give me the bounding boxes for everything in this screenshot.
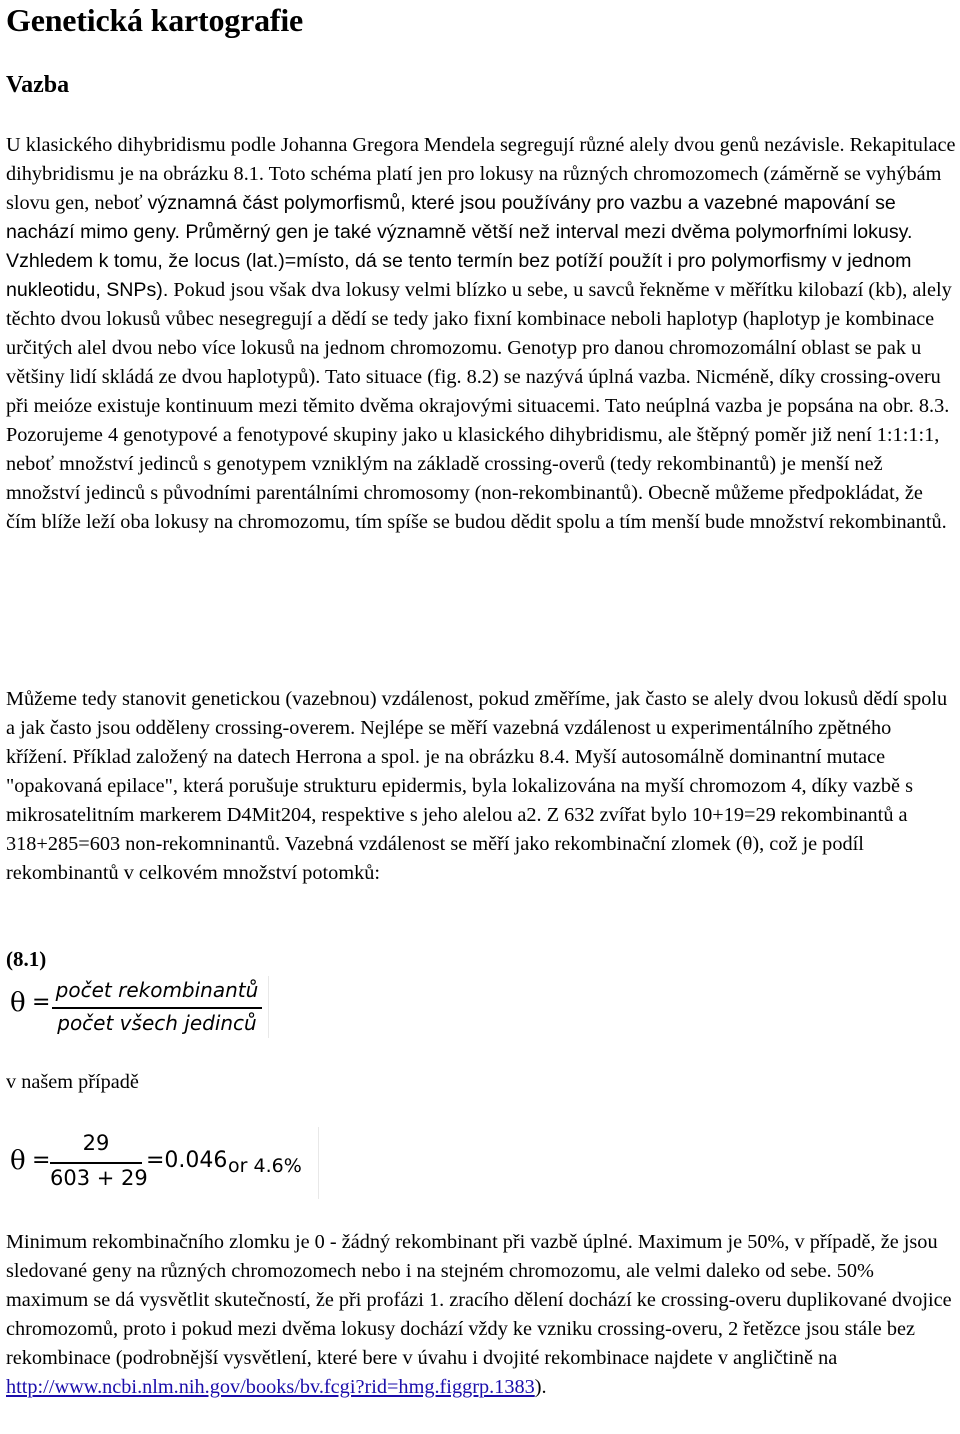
equation-label: (8.1) (6, 947, 47, 971)
paragraph-maximum-text: Minimum rekombinačního zlomku je 0 - žádný rekombinant při vazbě úplné. Maximum je 50%, v případě, že jsou sledované geny na různých chromozomech nebo i na stejném chromozomu, ale velmi daleko od sebe. 50% maximum se dá vysvětlit skutečností, že při profázi 1. zracího dělení dochází ke crossing-overu duplikované dvojice chromozomů, proto i pokud mezi dvěma lokusy dochází vždy ke vzniku crossing-overu, 2 řetězce jsou stále bez rekombinace (podrobnější vysvětlení, které bere v úvahu i dvojité rekombinace najdete v angličtině na (6, 1231, 952, 1369)
formula-denominator: počet všech jedinců (57, 1011, 257, 1035)
ncbi-link[interactable]: http://www.ncbi.nlm.nih.gov/books/bv.fcgi?rid=hmg.figgrp.1383 (6, 1376, 535, 1398)
formula-numerator: 29 (82, 1131, 110, 1155)
fraction-bar (52, 1007, 262, 1009)
section-heading: Vazba (6, 72, 70, 98)
formula-example-calculation (6, 1127, 319, 1199)
paragraph-intro-part-b: významná část polymorfismů, které jsou používány pro vazbu a vazebné mapování se nachází mimo geny. Průměrný gen je také významně větší než interval mezi dvěma polymorfními lokusy. Vzhledem k tomu, že locus (lat.)=místo, dá se tento termín bez potíží použít i pro polymorfismy v jednom nukleotidu, SNPs). (6, 192, 913, 301)
in-our-case-text: v našem případě (6, 1071, 139, 1093)
paragraph-intro (6, 131, 956, 537)
fraction-bar (50, 1162, 142, 1164)
theta-symbol: θ (10, 1146, 26, 1176)
formula-numerator: počet rekombinantů (55, 978, 259, 1002)
formula-denominator: 603 + 29 (50, 1166, 148, 1190)
theta-symbol: θ (10, 988, 26, 1018)
equals-sign: = (32, 990, 51, 1015)
equals-sign: = (32, 1148, 51, 1173)
formula-result: =0.046 (146, 1148, 228, 1173)
formula-recombination-fraction (6, 976, 269, 1038)
paragraph-distance: Můžeme tedy stanovit genetickou (vazebnou) vzdálenost, pokud změříme, jak často se alely dvou lokusů dědí spolu a jak často jsou odděleny crossing-overem. Nejlépe se měří vazebná vzdálenost u experimentálního zpětného křížení. Příklad založený na datech Herrona a spol. je na obrázku 8.4. Myší autosomálně dominantní mutace "opakovaná epilace", která porušuje strukturu epidermis, byla lokalizována na myší chromozom 4, díky vazbě s mikrosatelitním markerem D4Mit204, respektive s jeho alelou a2. Z 632 zvířat bylo 10+19=29 rekombinantů a 318+285=603 non-rekomninantů. Vazebná vzdálenost se měří jako rekombinační zlomek (θ), což je podíl rekombinantů v celkovém množství potomků: (6, 688, 948, 884)
paragraph-intro-part-c: Pokud jsou však dva lokusy velmi blízko u sebe, u savců řekněme v měřítku kilobazí (kb), alely těchto dvou lokusů vůbec nesegregují a dědí se tedy jako fixní kombinace neboli haplotyp (haplotyp je kombinace určitých alel dvou nebo více lokusů na jednom chromozomu. Genotyp pro danou chromozomální oblast se pak u většiny lidí skládá ze dvou haplotypů). Tato situace (fig. 8.2) se nazývá úplná vazba. Nicméně, díky crossing-overu při meióze existuje kontinuum mezi těmito dvěma okrajovými situacemi. Tato neúplná vazba je popsána na obr. 8.3. Pozorujeme 4 genotypové a fenotypové skupiny jako u klasického dihybridismu, ale štěpný poměr již není 1:1:1:1, neboť množství jedinců s genotypem vzniklým na základě crossing-overů (tedy rekombinantů) je menší než množství jedinců s původními parentálními chromosomy (non-rekombinantů). Obecně můžeme předpokládat, že čím blíže leží oba lokusy na chromozomu, tím spíše se budou dědit spolu a tím menší bude množství rekombinantů. (6, 279, 952, 533)
paragraph-maximum-end: ). (534, 1376, 547, 1398)
paragraph-maximum (6, 1228, 956, 1402)
paragraph-intro-part-a: U klasického dihybridismu podle Johanna Gregora Mendela segregují různé alely dvou genů nezávisle. Rekapitulace dihybridismu je na obrázku 8.1. Toto schéma platí jen pro lokusy na různých chromozomech (záměrně se vyhýbám slovu gen, neboť (6, 134, 956, 214)
formula-percentage: or 4.6% (228, 1155, 302, 1177)
page-title: Genetická kartografie (6, 2, 304, 38)
